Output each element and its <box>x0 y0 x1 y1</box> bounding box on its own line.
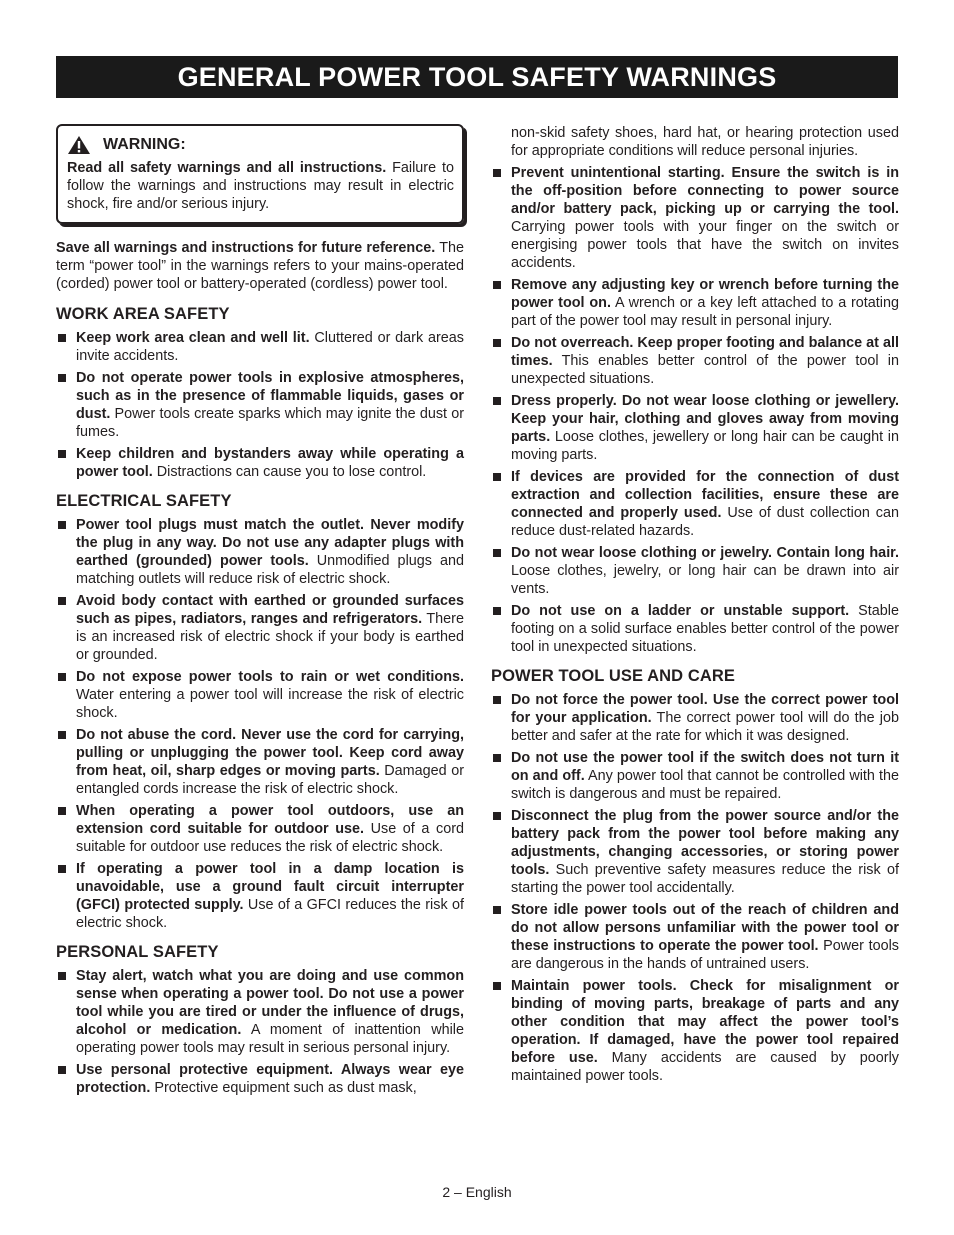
item-body-text: A wrench or a key left attached to a rotating part of the power tool may result in personal injury. <box>511 295 900 329</box>
list-item <box>491 691 899 745</box>
list-item <box>56 668 464 722</box>
intro-paragraph <box>56 239 464 293</box>
list-item <box>56 369 464 441</box>
section-heading: PERSONAL SAFETY <box>56 943 219 961</box>
page-title: GENERAL POWER TOOL SAFETY WARNINGS <box>177 61 777 92</box>
item-bold-text: Remove any adjusting key or wrench before turning the power tool on. <box>511 277 899 311</box>
item-body-text: Power tools are dangerous in the hands of untrained users. <box>511 938 899 972</box>
item-body-text: Loose clothes, jewellery or long hair can be caught in moving parts. <box>511 429 899 463</box>
list-item <box>491 276 899 330</box>
bullet-square-icon <box>58 972 66 980</box>
bullet-square-icon <box>58 450 66 458</box>
item-bold-text: Stay alert, watch what you are doing and use common sense when operating a power tool. Do not use a power tool while you are tired or under the influence of drugs, alcohol or medication. <box>76 968 464 1038</box>
item-body-text: Such preventive safety measures reduce the risk of starting the power tool accidentally. <box>511 862 899 896</box>
list-item <box>491 468 899 540</box>
list-item <box>491 164 899 272</box>
bullet-square-icon <box>493 696 501 704</box>
bullet-square-icon <box>493 607 501 615</box>
item-bold-text: Use personal protective equipment. Always wear eye protection. <box>76 1062 464 1096</box>
intro-body: The term “power tool” in the warnings refers to your mains-operated (corded) power tool or battery-operated (cordless) power tool. <box>56 240 464 292</box>
item-bold-text: Do not force the power tool. Use the correct power tool for your application. <box>511 692 899 726</box>
list-item <box>491 392 899 464</box>
warning-body: Failure to follow the warnings and instructions may result in electric shock, fire and/or serious injury. <box>67 160 454 212</box>
item-body-text: The correct power tool will do the job better and safer at the rate for which it was designed. <box>511 710 899 744</box>
item-body-text: Distractions can cause you to lose control. <box>152 464 427 480</box>
title-banner <box>56 56 898 98</box>
section-list <box>56 967 464 1097</box>
item-bold-text: Prevent unintentional starting. Ensure the switch is in the off-position before connecting to power source and/or battery pack, picking up or carrying the tool. <box>511 165 899 217</box>
list-item <box>56 329 464 365</box>
item-bold-text: Do not overreach. Keep proper footing and balance at all times. <box>511 335 899 369</box>
bullet-square-icon <box>493 906 501 914</box>
list-item <box>491 977 899 1085</box>
warning-bold: Read all safety warnings and all instructions. <box>67 160 387 176</box>
item-bold-text: Power tool plugs must match the outlet. Never modify the plug in any way. Do not use any adapter plugs with earthed (grounded) power tools. <box>76 517 464 569</box>
left-sections <box>56 305 464 1097</box>
list-item <box>56 592 464 664</box>
item-body-text: Water entering a power tool will increase the risk of electric shock. <box>76 687 464 721</box>
section-heading: POWER TOOL USE AND CARE <box>491 667 736 685</box>
item-body-text: Use of a GFCI reduces the risk of electric shock. <box>76 897 465 931</box>
bullet-square-icon <box>58 807 66 815</box>
item-bold-text: Dress properly. Do not wear loose clothing or jewellery. Keep your hair, clothing and gloves away from moving parts. <box>511 393 899 445</box>
item-body-text: Stable footing on a solid surface enables better control of the power tool in unexpected situations. <box>511 603 899 655</box>
right-sections <box>491 667 899 1085</box>
item-body-text: Use of dust collection can reduce dust-related hazards. <box>511 505 899 539</box>
bullet-square-icon <box>493 812 501 820</box>
section-list <box>56 329 464 481</box>
bullet-square-icon <box>493 339 501 347</box>
item-body-text: A moment of inattention while operating power tools may result in serious personal injury. <box>76 1022 464 1056</box>
item-bold-text: Keep work area clean and well lit. <box>76 330 310 346</box>
list-item <box>56 516 464 588</box>
list-item <box>56 860 464 932</box>
item-body-text: Cluttered or dark areas invite accidents. <box>76 330 464 364</box>
item-body-text: There is an increased risk of electric shock if your body is earthed or grounded. <box>76 611 464 663</box>
item-bold-text: Disconnect the plug from the power source and/or the battery pack from the power tool before making any adjustments, changing accessories, or storing power tools. <box>511 808 899 878</box>
bullet-square-icon <box>493 281 501 289</box>
list-item <box>56 726 464 798</box>
warning-triangle-icon <box>67 135 91 155</box>
item-bold-text: Store idle power tools out of the reach of children and do not allow persons unfamiliar with the power tool or these instructions to operate the power tool. <box>511 902 899 954</box>
intro-bold: Save all warnings and instructions for future reference. <box>56 240 436 256</box>
bullet-square-icon <box>493 473 501 481</box>
item-body-text: Carrying power tools with your finger on the switch or energising power tools that have the switch on invites accidents. <box>511 219 899 271</box>
item-body-text: Power tools create sparks which may ignite the dust or fumes. <box>76 406 464 440</box>
bullet-square-icon <box>58 521 66 529</box>
warning-text <box>67 159 454 213</box>
bullet-square-icon <box>58 865 66 873</box>
item-bold-text: Avoid body contact with earthed or grounded surfaces such as pipes, radiators, ranges and refrigerators. <box>76 593 464 627</box>
item-bold-text: Do not wear loose clothing or jewelry. Contain long hair. <box>511 545 899 561</box>
list-item <box>491 602 899 656</box>
section-heading: ELECTRICAL SAFETY <box>56 492 232 510</box>
left-column <box>56 124 464 1101</box>
item-bold-text: If operating a power tool in a damp location is unavoidable, use a ground fault circuit interrupter (GFCI) protected supply. <box>76 861 464 913</box>
item-body-text: Damaged or entangled cords increase the risk of electric shock. <box>76 763 464 797</box>
item-body-text: Any power tool that cannot be controlled with the switch is dangerous and must be repaired. <box>511 768 899 802</box>
bullet-square-icon <box>58 1066 66 1074</box>
bullet-square-icon <box>493 549 501 557</box>
list-item <box>491 901 899 973</box>
list-item <box>491 749 899 803</box>
item-bold-text: Keep children and bystanders away while operating a power tool. <box>76 446 464 480</box>
page-number: 2 – English <box>442 1184 512 1200</box>
bullet-square-icon <box>58 374 66 382</box>
list-item <box>56 967 464 1057</box>
item-bold-text: If devices are provided for the connection of dust extraction and collection facilities, ensure these are connected and properly used. <box>511 469 899 521</box>
warning-header <box>67 135 454 155</box>
bullet-square-icon <box>493 169 501 177</box>
bullet-square-icon <box>493 982 501 990</box>
item-body-text: Protective equipment such as dust mask, <box>150 1080 417 1096</box>
item-body-text: Use of a cord suitable for outdoor use reduces the risk of electric shock. <box>76 821 464 855</box>
item-body-text: Unmodified plugs and matching outlets will reduce risk of electric shock. <box>76 553 464 587</box>
list-item <box>56 445 464 481</box>
section-list <box>491 691 899 1085</box>
item-bold-text: Do not operate power tools in explosive atmospheres, such as in the presence of flammable liquids, gases or dust. <box>76 370 464 422</box>
list-item <box>491 334 899 388</box>
personal-safety-continued-list <box>491 164 899 656</box>
bullet-square-icon <box>58 673 66 681</box>
item-bold-text: Do not use the power tool if the switch does not turn it on and off. <box>511 750 899 784</box>
warning-label: WARNING: <box>103 136 186 153</box>
bullet-square-icon <box>58 597 66 605</box>
section-heading: WORK AREA SAFETY <box>56 305 230 323</box>
item-bold-text: When operating a power tool outdoors, use an extension cord suitable for outdoor use. <box>76 803 464 837</box>
item-bold-text: Maintain power tools. Check for misalignment or binding of moving parts, breakage of parts and any other condition that may affect the power tool’s operation. If damaged, have the power tool repaired before use. <box>511 978 899 1066</box>
bullet-square-icon <box>58 334 66 342</box>
item-bold-text: Do not use on a ladder or unstable support. <box>511 603 850 619</box>
list-item <box>491 544 899 598</box>
list-item <box>56 1061 464 1097</box>
bullet-square-icon <box>493 397 501 405</box>
item-body-text: This enables better control of the power tool in unexpected situations. <box>511 353 899 387</box>
warning-box <box>56 124 464 224</box>
item-bold-text: Do not expose power tools to rain or wet conditions. <box>76 669 464 685</box>
right-column <box>491 124 899 1089</box>
list-item <box>56 802 464 856</box>
item-body-text: Loose clothes, jewelry, or long hair can be drawn into air vents. <box>511 563 899 597</box>
continued-text: non-skid safety shoes, hard hat, or hearing protection used for appropriate conditions will reduce personal injuries. <box>511 125 899 159</box>
item-bold-text: Do not abuse the cord. Never use the cord for carrying, pulling or unplugging the power tool. Keep cord away from heat, oil, sharp edges or moving parts. <box>76 727 464 779</box>
bullet-square-icon <box>493 754 501 762</box>
section-list <box>56 516 464 932</box>
bullet-square-icon <box>58 731 66 739</box>
item-body-text: Many accidents are caused by poorly maintained power tools. <box>511 1050 899 1084</box>
list-item <box>491 807 899 897</box>
